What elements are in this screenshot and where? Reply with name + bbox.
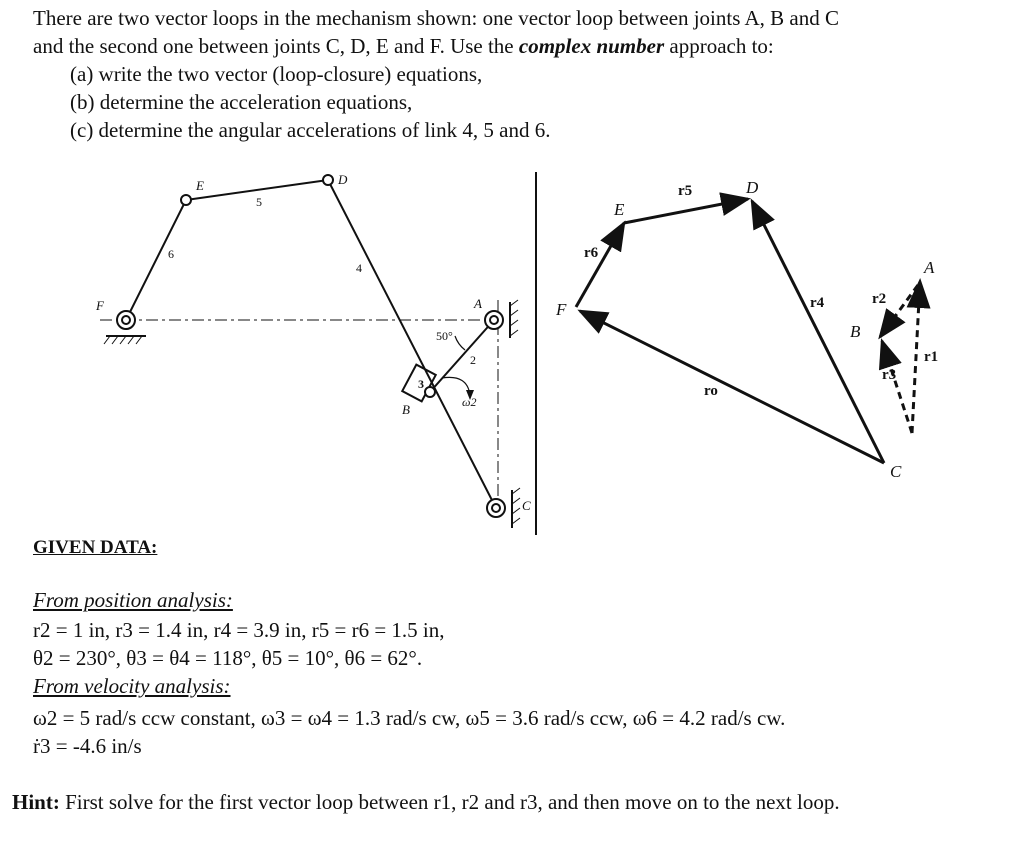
label-vector-r1: r1 [924,349,939,365]
label-point-a: A [924,258,935,277]
velocity-line-2: ṙ3 = -4.6 in/s [33,734,142,758]
label-vector-r6: r6 [584,245,599,261]
vector-r5 [624,199,748,223]
position-line-1: r2 = 1 in, r3 = 1.4 in, r4 = 3.9 in, r5 = r6 = 1.5 in, [33,618,445,642]
link-4 [328,180,496,508]
label-link-3: 3 [418,377,424,391]
label-vector-r3: r3 [882,367,897,383]
label-vector-r4: r4 [810,295,825,311]
vector-loop-figure [550,165,970,485]
joint-e [181,195,191,205]
hint-label: Hint: [12,790,60,814]
position-analysis-title: From position analysis: [33,588,233,612]
joint-b [425,387,435,397]
label-joint-d: D [338,172,348,187]
label-link-6: 6 [168,247,174,261]
position-line-2: θ2 = 230°, θ3 = θ4 = 118°, θ5 = 10°, θ6 = 62°. [33,646,423,670]
label-joint-e: E [196,178,204,193]
label-vector-r2: r2 [872,291,887,307]
ground-pivot-a [485,311,503,329]
task-b: (b) determine the acceleration equations, [70,90,413,114]
label-link-4: 4 [356,261,362,275]
angle-arc [455,336,465,350]
intro-line-1: There are two vector loops in the mechanism shown: one vector loop between joints A, B and C [33,6,839,30]
label-omega2: ω2 [462,395,477,409]
label-joint-c: C [522,498,531,513]
label-joint-b: B [402,402,410,417]
label-angle: 50° [436,329,453,343]
vector-ro [580,311,884,463]
hint-text: First solve for the first vector loop between r1, r2 and r3, and then move on to the next loop. [65,790,840,814]
omega-arrow [442,377,470,396]
intro-line-2-post: approach to: [664,34,774,58]
label-vector-r5: r5 [678,183,693,199]
task-c: (c) determine the angular accelerations of link 4, 5 and 6. [70,118,551,142]
label-point-e: E [614,200,625,219]
label-point-b: B [850,322,861,341]
velocity-line-1: ω2 = 5 rad/s ccw constant, ω3 = ω4 = 1.3 rad/s cw, ω5 = 3.6 rad/s ccw, ω6 = 4.2 rad/s cw. [33,706,786,730]
intro-line-2 [33,32,774,60]
intro-emphasis: complex number [518,34,665,58]
link-6 [126,200,186,320]
label-link-5: 5 [256,195,262,209]
joint-d [323,175,333,185]
vector-r1 [912,281,920,433]
vector-r4 [752,201,887,463]
ground-pivot-f [117,311,135,329]
label-vector-ro: ro [704,383,718,399]
label-point-c: C [890,462,902,481]
label-joint-f: F [96,298,104,313]
given-data-heading: GIVEN DATA: [33,537,158,558]
ground-pivot-c [487,499,505,517]
task-a: (a) write the two vector (loop-closure) equations, [70,62,483,86]
hint-line [12,790,840,815]
label-point-f: F [556,300,567,319]
intro-line-2-pre: and the second one between joints C, D, E and F. Use the [33,34,519,58]
vector-r3 [882,341,912,433]
label-link-2: 2 [470,353,476,367]
label-point-d: D [746,178,759,197]
velocity-analysis-title: From velocity analysis: [33,674,231,698]
label-joint-a: A [474,296,482,311]
mechanism-figure [0,160,560,540]
vector-r6 [576,223,624,307]
